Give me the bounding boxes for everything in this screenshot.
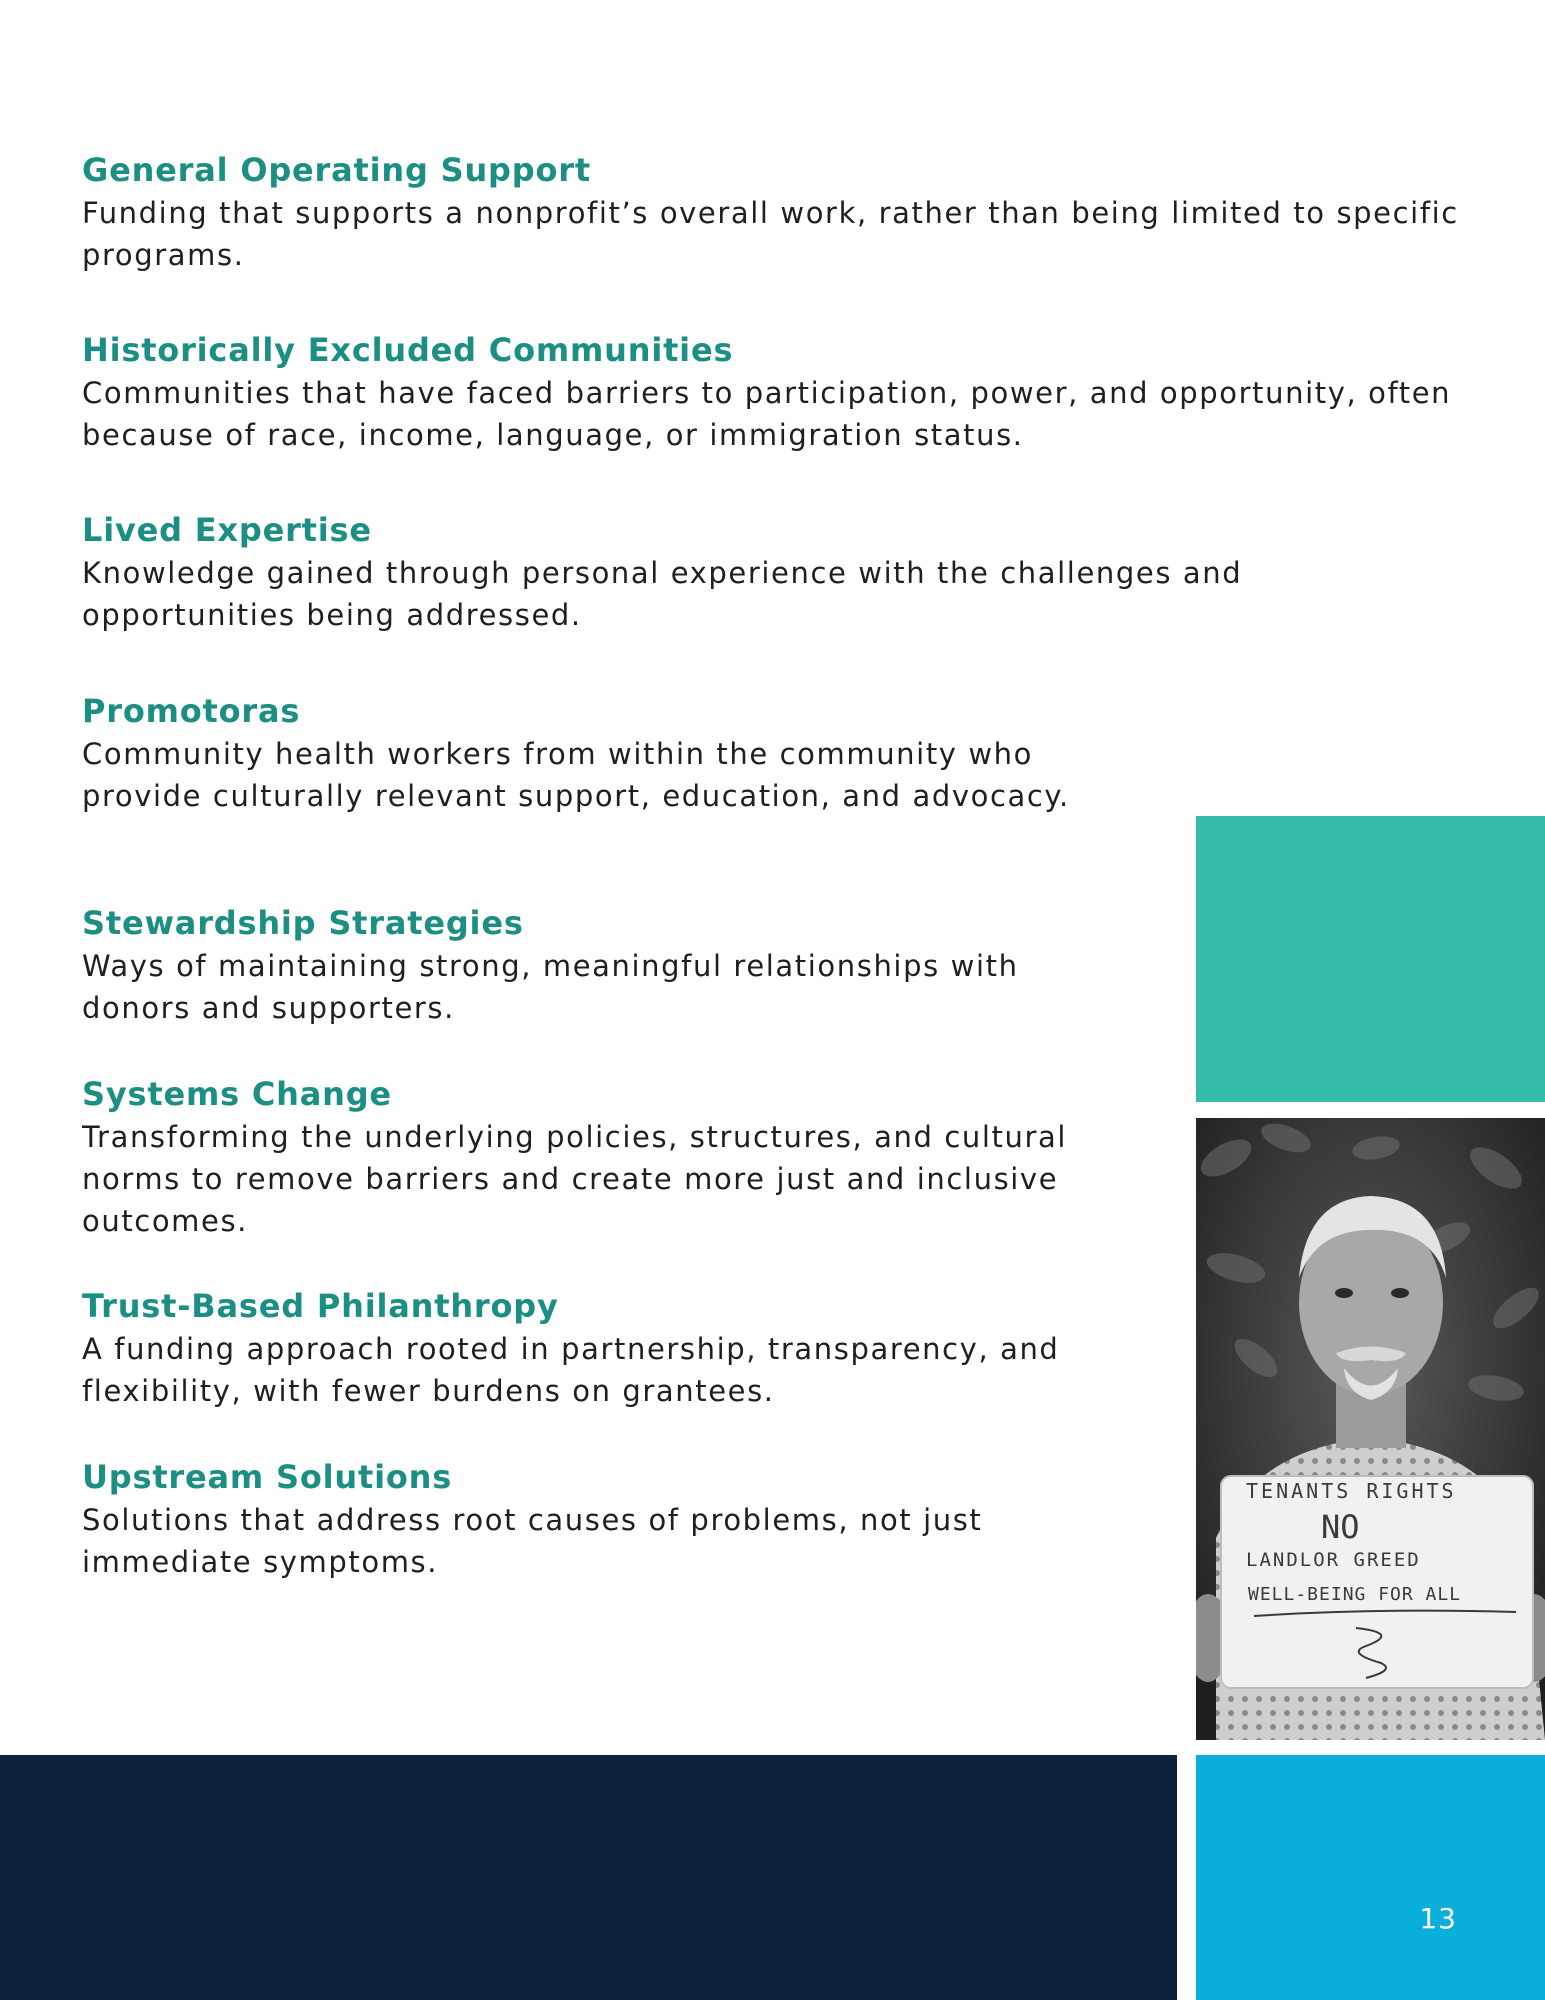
term-lived-expertise [82, 510, 1352, 636]
term-definition: Solutions that address root causes of problems, not just immediate symptoms. [82, 1503, 983, 1579]
term-definition: A funding approach rooted in partnership, transparency, and flexibility, with fewer burdens on grantees. [82, 1332, 1060, 1408]
teal-decorative-block [1196, 816, 1545, 1102]
term-title: Stewardship Strategies [82, 904, 524, 942]
term-definition: Community health workers from within the community who provide culturally relevant support, education, and advocacy. [82, 737, 1070, 813]
term-title: Historically Excluded Communities [82, 331, 734, 369]
term-title: Trust-Based Philanthropy [82, 1287, 559, 1325]
term-title: Promotoras [82, 692, 301, 730]
term-title: General Operating Support [82, 151, 591, 189]
term-trust-based-philanthropy [82, 1286, 1122, 1412]
term-title: Upstream Solutions [82, 1458, 453, 1496]
term-historically-excluded-communities [82, 330, 1462, 456]
blue-footer-block [1196, 1755, 1545, 2000]
sign-text-line: WELL-BEING FOR ALL [1248, 1584, 1462, 1605]
term-definition: Communities that have faced barriers to participation, power, and opportunity, often because of race, income, language, or immigration status. [82, 376, 1452, 452]
term-title: Lived Expertise [82, 511, 372, 549]
sign-text-line: TENANTS RIGHTS [1246, 1479, 1457, 1503]
term-definition: Funding that supports a nonprofit’s overall work, rather than being limited to specific programs. [82, 196, 1459, 272]
term-definition: Knowledge gained through personal experience with the challenges and opportunities being addressed. [82, 556, 1243, 632]
term-definition: Ways of maintaining strong, meaningful relationships with donors and supporters. [82, 949, 1019, 1025]
term-title: Systems Change [82, 1075, 392, 1113]
sign-text-line: LANDLOR GREED [1246, 1549, 1421, 1571]
term-general-operating-support [82, 150, 1462, 276]
term-systems-change [82, 1074, 1122, 1242]
term-definition: Transforming the underlying policies, structures, and cultural norms to remove barriers and create more just and inclusive outcomes. [82, 1120, 1068, 1238]
term-upstream-solutions [82, 1457, 1122, 1583]
portrait-photo [1196, 1118, 1545, 1740]
term-promotoras [82, 691, 1122, 817]
sign-text-line: NO [1321, 1508, 1360, 1546]
term-stewardship-strategies [82, 903, 1122, 1029]
navy-footer-block [0, 1755, 1177, 2000]
page-number: 13 [1419, 1902, 1457, 1935]
portrait-illustration [1196, 1118, 1545, 1740]
